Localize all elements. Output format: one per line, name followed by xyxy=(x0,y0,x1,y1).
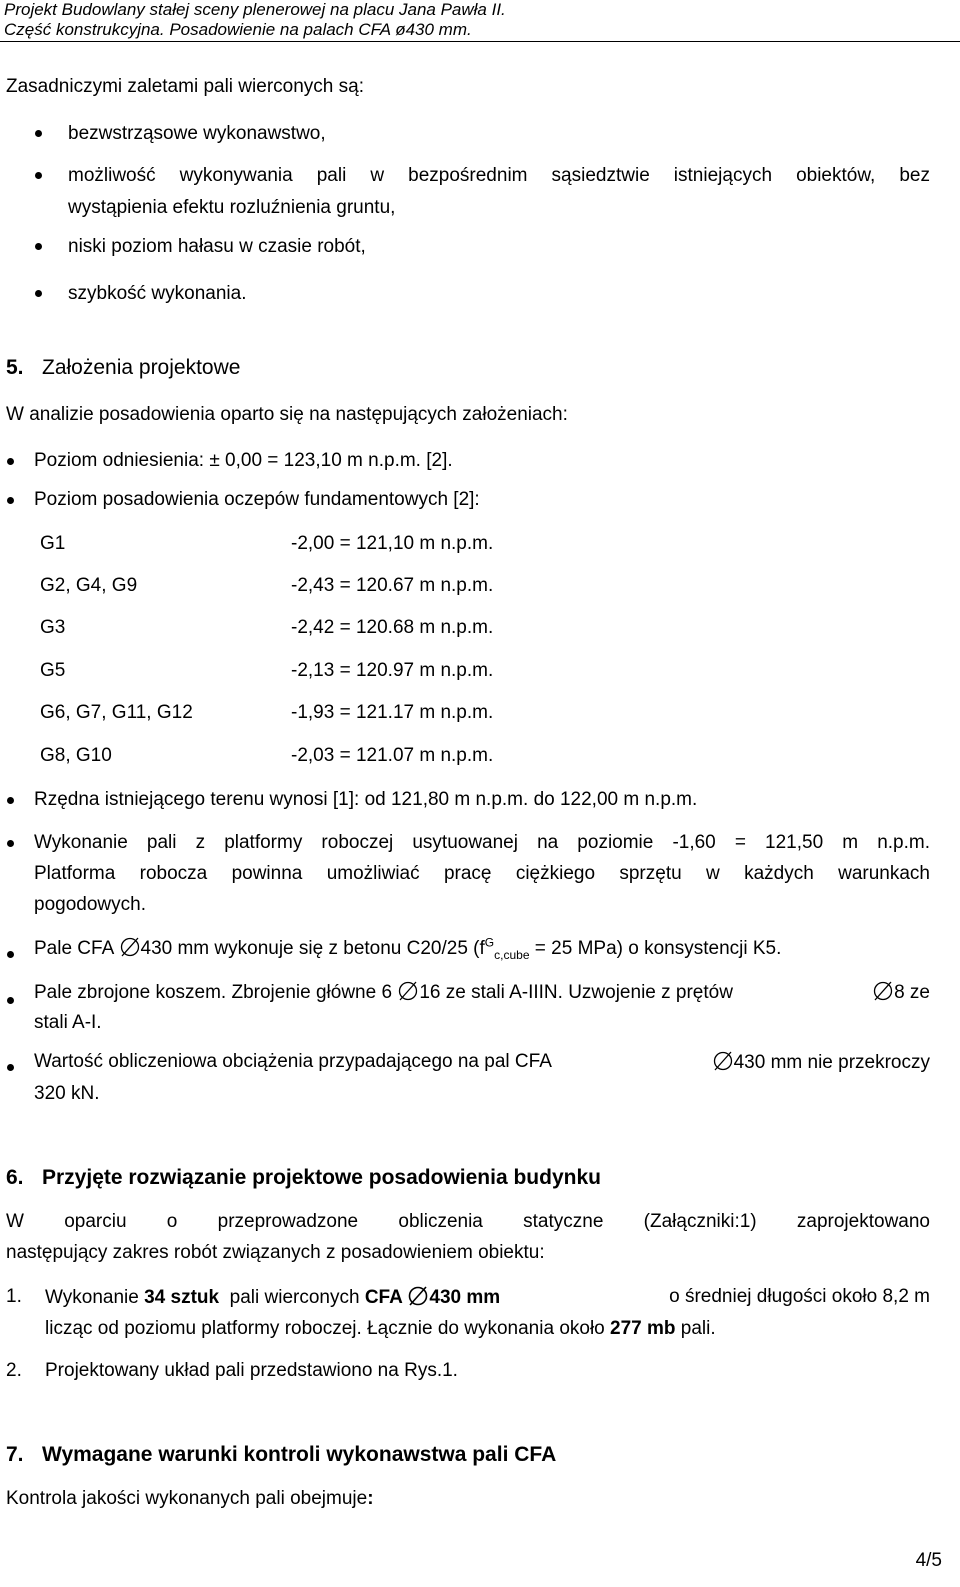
load-line-1: Wartość obliczeniowa obciążenia przypadającego na pal CFA 430 mm nie przekroczy xyxy=(34,1051,930,1073)
section-6-intro-1: W oparciu o przeprowadzone obliczenia statyczne (Załączniki:1) zaprojektowano xyxy=(6,1211,930,1232)
bullet-icon xyxy=(7,797,14,804)
rebar-line-2: stali A-I. xyxy=(34,1012,102,1033)
load-line-2: 320 kN. xyxy=(34,1083,100,1104)
rebar-line-1: Pale zbrojone koszem. Zbrojenie główne 6 16 ze stali A-IIIN. Uzwojenie z prętów 8 ze xyxy=(34,982,930,1003)
advantages-intro: Zasadniczymi zaletami pali wierconych są: xyxy=(6,76,364,97)
diameter-icon xyxy=(712,1051,734,1071)
bullet-icon xyxy=(7,840,14,847)
advantage-item-continued: wystąpienia efektu rozluźnienia gruntu, xyxy=(68,197,396,218)
list-number: 1. xyxy=(6,1286,22,1307)
bullet-icon xyxy=(35,243,42,250)
page-number: 4/5 xyxy=(915,1550,942,1571)
section-6-title: Przyjęte rozwiązanie projektowe posadowienia budynku xyxy=(42,1166,601,1189)
section-5-number: 5. xyxy=(6,356,24,379)
header-line-1: Projekt Budowlany stałej sceny plenerowej na placu Jana Pawła II. xyxy=(4,0,506,19)
item-1-line-2: licząc od poziomu platformy roboczej. Łącznie do wykonania około 277 mb pali. xyxy=(45,1318,716,1339)
item-1-line-1: Wykonanie 34 sztuk pali wierconych CFA 430 mm o średniej długości około 8,2 m xyxy=(45,1286,930,1308)
section-6-number: 6. xyxy=(6,1166,24,1189)
platform-line-3: pogodowych. xyxy=(34,894,146,915)
level-value: -2,00 = 121,10 m n.p.m. xyxy=(291,533,494,554)
advantage-item: bezwstrząsowe wykonawstwo, xyxy=(68,123,326,144)
level-value: -2,13 = 120.97 m n.p.m. xyxy=(291,660,494,681)
item-2: Projektowany układ pali przedstawiono na Rys.1. xyxy=(45,1360,458,1381)
terrain-level: Rzędna istniejącego terenu wynosi [1]: od 121,80 m n.p.m. do 122,00 m n.p.m. xyxy=(34,789,698,810)
header-line-2: Część konstrukcyjna. Posadowienie na palach CFA ø430 mm. xyxy=(4,20,472,39)
section-7-title: Wymagane warunki kontroli wykonawstwa pali CFA xyxy=(42,1443,557,1466)
bullet-icon xyxy=(7,951,14,958)
bullet-icon xyxy=(7,458,14,465)
bullet-icon xyxy=(35,290,42,297)
diameter-icon xyxy=(119,937,141,957)
level-value: -2,42 = 120.68 m n.p.m. xyxy=(291,617,494,638)
level-value: -2,03 = 121.07 m n.p.m. xyxy=(291,745,494,766)
level-group: G3 xyxy=(40,617,66,638)
section-7-intro: Kontrola jakości wykonanych pali obejmuje: xyxy=(6,1488,374,1509)
list-number: 2. xyxy=(6,1360,22,1381)
diameter-icon xyxy=(407,1286,429,1306)
bullet-icon xyxy=(7,497,14,504)
advantage-item: niski poziom hałasu w czasie robót, xyxy=(68,236,366,257)
platform-line-2: Platforma robocza powinna umożliwiać pracę ciężkiego sprzętu w każdych warunkach xyxy=(34,863,930,884)
section-5-intro: W analizie posadowienia oparto się na następujących założeniach: xyxy=(6,404,568,425)
advantage-item: możliwość wykonywania pali w bezpośrednim sąsiedztwie istniejących obiektów, bez xyxy=(68,165,930,186)
diameter-icon xyxy=(872,981,894,1001)
bullet-icon xyxy=(35,172,42,179)
bullet-icon xyxy=(35,130,42,137)
section-7-number: 7. xyxy=(6,1443,24,1466)
level-group: G5 xyxy=(40,660,66,681)
advantage-item: szybkość wykonania. xyxy=(68,283,247,304)
section-6-intro-2: następujący zakres robót związanych z posadowieniem obiektu: xyxy=(6,1242,545,1263)
level-value: -1,93 = 121.17 m n.p.m. xyxy=(291,702,494,723)
level-value: -2,43 = 120.67 m n.p.m. xyxy=(291,575,494,596)
level-group: G1 xyxy=(40,533,66,554)
reference-level: Poziom odniesienia: ± 0,00 = 123,10 m n.p.m. [2]. xyxy=(34,450,453,471)
header-divider xyxy=(0,41,960,42)
bullet-icon xyxy=(7,1064,14,1071)
level-group: G8, G10 xyxy=(40,745,112,766)
concrete-line: Pale CFA 430 mm wykonuje się z betonu C20/25 ($f^G_{c,cube} = 25$ MPa) o konsystencji K5. xyxy=(34,935,782,962)
level-group: G6, G7, G11, G12 xyxy=(40,702,193,723)
level-group: G2, G4, G9 xyxy=(40,575,138,596)
diameter-icon xyxy=(397,981,419,1001)
bullet-icon xyxy=(7,997,14,1004)
foundation-level-intro: Poziom posadowienia oczepów fundamentowych [2]: xyxy=(34,489,480,510)
platform-line-1: Wykonanie pali z platformy roboczej usytuowanej na poziomie -1,60 = 121,50 m n.p.m. xyxy=(34,832,930,853)
section-5-title: Założenia projektowe xyxy=(42,356,241,379)
